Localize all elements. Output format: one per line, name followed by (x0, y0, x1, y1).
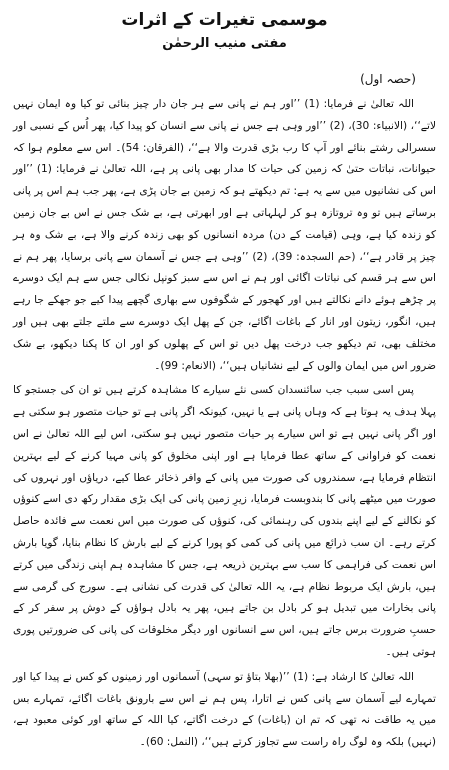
paragraph-1: اللہ تعالیٰ نے فرمایا: (1) ’’اور ہم نے پانی سے ہر جان دار چیز بنائی تو کیا وہ ایمان نہیں لاتے‘‘، (الانبیاء: 30)، (2) ’’اور وہی ہے جس نے پانی سے انسان کو پیدا کیا، پھر اُس کے نسبی اور سسرالی رشتے بنائے اور آپ کا رب بڑی قدرت والا ہے‘‘، (الفرقان: 54)۔ اس سے معلوم ہوا کہ حیوانات، نباتات حتیٰ کہ زمین کی حیات کا مدار بھی پانی پر ہے، اللہ تعالیٰ نے فرمایا: (1) ’’اور اس کی نشانیوں میں سے یہ ہے: تم دیکھتے ہو کہ زمین بے جان پڑی ہے، پھر جب ہم اس پر پانی برساتے ہیں تو وہ تروتازہ ہو کر لہلہاتی ہے اور ابھرتی ہے، بے شک جس نے اس بے جان زمین کو زندہ کیا ہے، وہی (قیامت کے دن) مردہ انسانوں کو بھی زندہ کرنے والا ہے، بے شک وہ ہر چیز پر قادر ہے‘‘، (حم السجدہ: 39)، (2) ’’وہی ہے جس نے آسمان سے پانی برسایا، پھر ہم نے اس سے ہر قسم کی نباتات اگائی اور ہم نے اس سے سبز کونپل نکالی جس سے ہم ایک دوسرے پر چڑھے ہوئے دانے نکالتے ہیں اور کھجور کے شگوفوں سے بھاری گچھے پیدا کیے جو جھکے جا رہے ہیں، انگور، زیتون اور انار کے باغات اگائے، جن کے پھل ایک دوسرے سے ملتے جلتے بھی ہیں اور مختلف بھی، تم دیکھو جب درخت پھل دیں تو اس کے پھلوں کو اور ان کا پکنا دیکھو، بے شک ضرور اس میں ایمان والوں کے لیے نشانیاں ہیں‘‘، (الانعام: 99)۔ (13, 98, 437, 372)
paragraph-3: اللہ تعالیٰ کا ارشاد ہے: (1) ’’(بھلا بتاؤ تو سہی) آسمانوں اور زمینوں کو کس نے پیدا کیا اور تمہارے لیے آسمان سے پانی کس نے اتارا، پس ہم نے اس سے بارونق باغات اگائے، تمہارے بس میں یہ طاقت نہ تھی کہ تم ان (باغات) کے درخت اگاتے، کیا اللہ کے ساتھ اور کوئی معبود ہے، (نہیں) بلکہ وہ لوگ راہ راست سے تجاوز کرتے ہیں‘‘، (النمل: 60)۔ (13, 670, 436, 749)
part-label: (حصہ اول) (360, 72, 416, 86)
author-name: مفتی منیب الرحمٰن (162, 36, 287, 51)
paragraph-2: پس اسی سبب جب سائنسدان کسی نئے سیارے کا مشاہدہ کرتے ہیں تو ان کی جستجو کا پہلا ہدف یہ ہوتا ہے کہ وہاں پانی ہے یا نہیں، کیونکہ اگر پانی ہے تو حیات متصور ہو سکتی ہے اور اگر پانی نہیں ہے تو اس سیارے پر حیات متصور نہیں ہو سکتی، اس لیے اللہ تعالیٰ نے اس نعمت کو فراوانی کے ساتھ عطا فرمایا ہے اور اپنی مخلوق کو پانی مہیا کرنے کے لیے بہترین انتظام فرمایا ہے، سمندروں کی صورت میں پانی کے وافر ذخائر عطا کیے، دریاؤں اور نہروں کی صورت میں میٹھے پانی کا بندوبست فرمایا، زیرِ زمین پانی کی ایک بڑی مقدار رکھ دی اسے کنوؤں کو نکالنے کے لیے اپنے بندوں کی رہنمائی کی، کنوؤں کی صورت میں اس نعمت سے فائدہ حاصل کرتے رہے۔ ان سب ذرائع میں پانی کی کمی کو پورا کرنے کے لیے بارش کا نظام بنایا، گویا بارش اس نعمت کی فراہمی کا سب سے بہترین ذریعہ ہے، جس کا مشاہدہ ہم اپنی زندگی میں کرتے ہیں، بارش ایک مربوط نظام ہے، یہ اللہ تعالیٰ کی قدرت کی نشانی ہے۔ سورج کی گرمی سے پانی بخارات میں تبدیل ہو کر بادل بن جاتے ہیں، پھر یہ بادل ہواؤں کے دوش پر سفر کر کے حسبِ ضرورت برس جاتے ہیں، اس سے انسانوں اور دیگر مخلوقات کی پانی کی ضرورتیں پوری ہوتی ہیں۔ (13, 384, 436, 658)
article-title: موسمی تغیرات کے اثرات (121, 10, 328, 30)
